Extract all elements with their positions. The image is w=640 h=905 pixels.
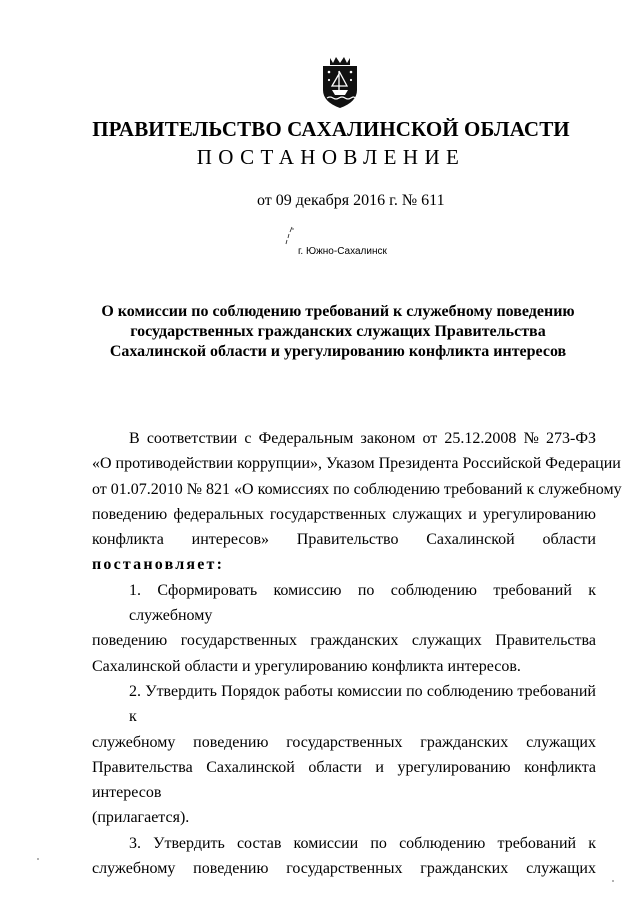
item-word: по (370, 834, 387, 852)
intro-word: конфликта (92, 531, 164, 549)
document-body (92, 426, 622, 881)
item-word: 3. (129, 834, 141, 852)
item-word: Утвердить (153, 834, 225, 852)
intro-word: Сахалинской (426, 531, 515, 549)
intro-text: поведению федеральных государственных служащих и урегулированию (92, 505, 596, 523)
scan-speck (612, 880, 614, 882)
item-text: Правительства Сахалинской области и урегулированию конфликта интересов (92, 758, 596, 802)
item-2-line-2 (92, 730, 596, 755)
item-word: служебному (92, 860, 176, 878)
item-word: государственных (286, 860, 403, 878)
intro-word: 25.12.2008 (444, 430, 517, 447)
document-date-number: от 09 декабря 2016 г. № 611 (257, 192, 445, 209)
item-text: Сахалинской области и урегулированию конфликта интересов. (92, 657, 521, 675)
intro-word: Правительство (296, 531, 399, 549)
item-word: гражданских (310, 632, 399, 650)
item-word: комиссии (293, 834, 359, 852)
item-word: государственных (180, 632, 297, 650)
resolves-keyword: постановляет: (92, 556, 225, 574)
item-text: 1. Сформировать комиссию по соблюдению требований к служебному (129, 581, 596, 625)
intro-text: «О противодействии коррупции», Указом Президента Российской Федерации (92, 455, 621, 473)
document-city: г. Южно-Сахалинск (298, 246, 387, 257)
intro-word: от (422, 430, 438, 447)
intro-text: от 01.07.2010 № 821 «О комиссиях по соблюдению требований к служебному (92, 480, 622, 498)
intro-word: области (542, 531, 596, 549)
item-text: (прилагается). (92, 809, 190, 827)
coat-of-arms-icon (317, 56, 363, 110)
item-word: государственных (286, 733, 403, 751)
item-word: поведению (193, 733, 269, 751)
intro-line-3 (92, 477, 622, 502)
item-1-line-1 (92, 578, 596, 629)
item-word: соблюдению (399, 834, 486, 852)
intro-word: 273-ФЗ (545, 430, 596, 447)
item-2-line-3 (92, 755, 596, 806)
intro-word: № (523, 430, 539, 447)
intro-line-4 (92, 502, 596, 527)
item-text: 2. Утвердить Порядок работы комиссии по соблюдению требований к (129, 682, 596, 726)
intro-word: с (244, 430, 252, 447)
item-word: поведению (193, 860, 269, 878)
item-word: служащих (526, 860, 596, 878)
intro-word: В (129, 430, 140, 447)
intro-line-5 (92, 527, 596, 552)
item-word: служебному (92, 733, 176, 751)
intro-word: Федеральным (258, 430, 354, 447)
item-word: служащих (526, 733, 596, 751)
item-word: Правительства (495, 632, 596, 650)
scan-speck (37, 858, 39, 860)
item-word: гражданских (420, 733, 509, 751)
item-2-line-4 (92, 805, 596, 830)
item-3-line-2 (92, 856, 596, 881)
item-1-line-2 (92, 628, 596, 653)
intro-word: законом (360, 430, 416, 447)
intro-word: соответствии (146, 430, 238, 447)
item-word: служащих (411, 632, 482, 650)
document-subject: О комиссии по соблюдению требований к служебному поведению государственных гражданских служащих Правительства Сахалинской области и урегулированию конфликта интересов (101, 303, 575, 360)
signature-mark-icon (283, 226, 297, 248)
item-3-line-1 (92, 831, 596, 856)
intro-word: интересов» (191, 531, 270, 549)
item-word: гражданских (420, 860, 509, 878)
item-word: требований (497, 834, 577, 852)
item-word: состав (236, 834, 282, 852)
resolves-line (92, 552, 596, 577)
intro-line-2 (92, 451, 621, 476)
item-2-line-1 (92, 679, 596, 730)
item-1-line-3 (92, 654, 596, 679)
org-title: ПРАВИТЕЛЬСТВО САХАЛИНСКОЙ ОБЛАСТИ (92, 117, 570, 141)
item-word: поведению (92, 632, 168, 650)
item-word: к (588, 834, 596, 852)
document-kind: ПОСТАНОВЛЕНИЕ (196, 145, 466, 169)
intro-line-1 (92, 426, 596, 451)
